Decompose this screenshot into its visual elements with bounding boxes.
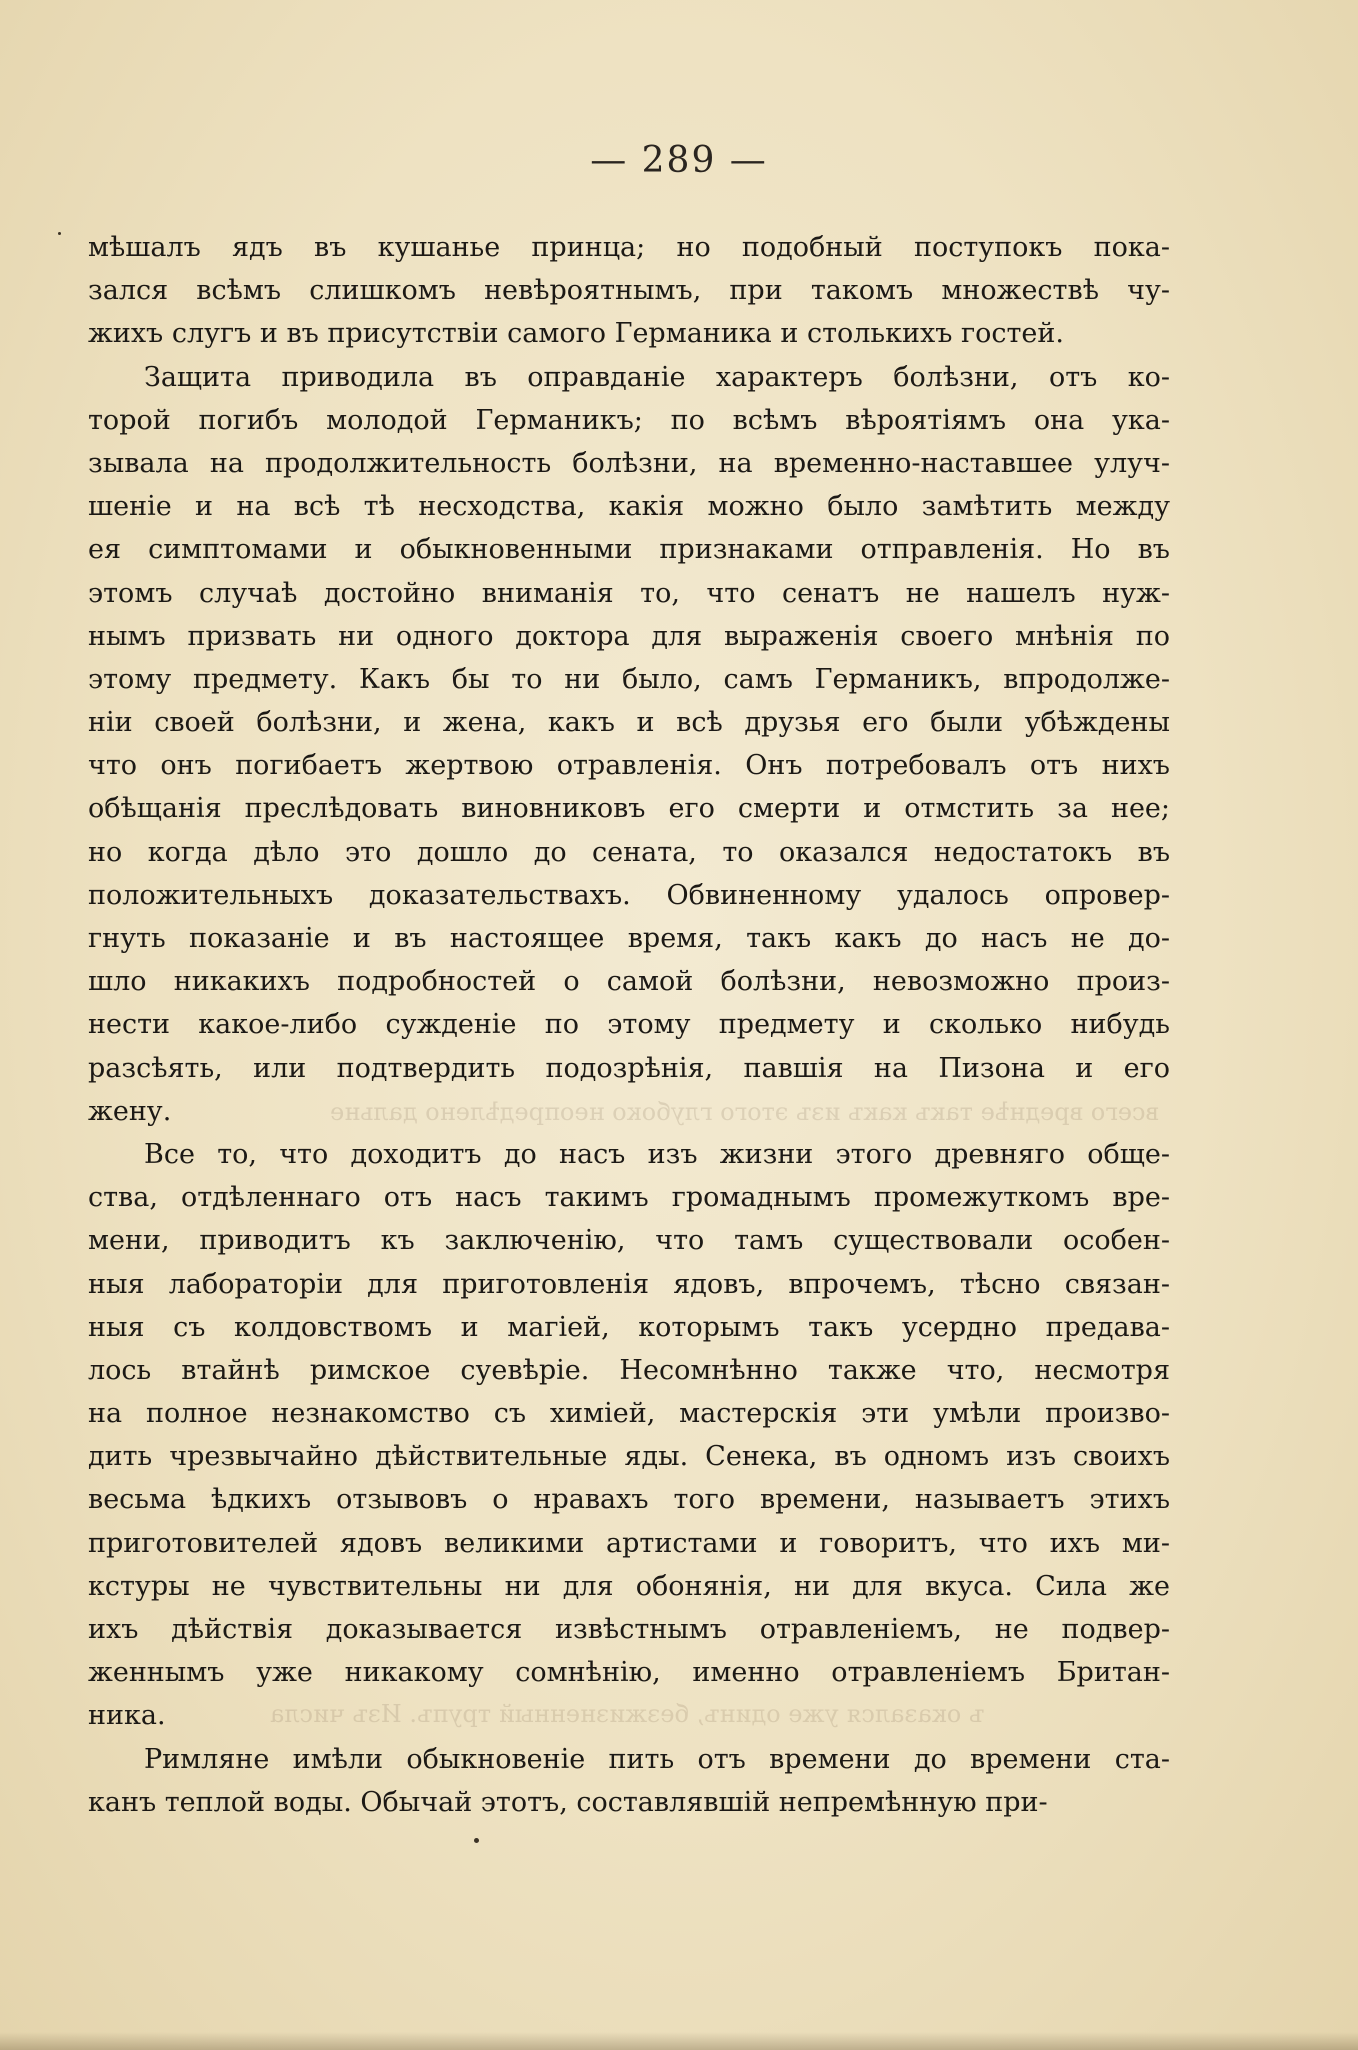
text-line: ства, отдѣленнаго отъ насъ такимъ громаднымъ промежуткомъ вре- bbox=[88, 1182, 1170, 1214]
text-line: мѣшалъ ядъ въ кушанье принца; но подобный поступокъ пока- bbox=[88, 232, 1170, 263]
show-through-text: ъ оказался уже одинъ, безжизненный трупъ. Изъ числа bbox=[270, 1700, 985, 1728]
text-line: на полное незнакомство съ химіей, мастерскія эти умѣли произво- bbox=[88, 1398, 1170, 1430]
text-line: зывала на продолжительность болѣзни, на временно-наставшее улуч- bbox=[88, 447, 1170, 479]
text-line: обѣщанія преслѣдовать виновниковъ его смерти и отмстить за нее; bbox=[88, 793, 1170, 825]
text-line: женнымъ уже никакому сомнѣнію, именно отравленіемъ Британ- bbox=[88, 1657, 1170, 1689]
text-line: торой погибъ молодой Германикъ; по всѣмъ вѣроятіямъ она ука- bbox=[88, 404, 1170, 436]
text-line: нымъ призвать ни одного доктора для выраженія своего мнѣнія по bbox=[88, 620, 1170, 652]
text-line: жихъ слугъ и въ присутствіи самого Германика и столькихъ гостей. bbox=[88, 318, 1064, 350]
ink-speck bbox=[474, 1838, 479, 1843]
text-line: ихъ дѣйствія доказывается извѣстнымъ отравленіемъ, не подвер- bbox=[88, 1614, 1170, 1645]
text-line: ныя лабораторіи для приготовленія ядовъ, впрочемъ, тѣсно связан- bbox=[88, 1268, 1170, 1300]
text-line: канъ теплой воды. Обычай этотъ, составлявшій непремѣнную при- bbox=[88, 1786, 1048, 1818]
show-through-text: всего вреднѣе такъ какъ изъ этого глубоко неопредѣлено дальне bbox=[330, 1098, 1159, 1126]
text-line: положительныхъ доказательствахъ. Обвиненному удалось опровер- bbox=[88, 879, 1170, 911]
text-line: ника. bbox=[88, 1700, 166, 1732]
text-line: но когда дѣло это дошло до сената, то оказался недостатокъ въ bbox=[88, 836, 1170, 868]
text-line: нести какое-либо сужденіе по этому предмету и сколько нибудь bbox=[88, 1009, 1170, 1041]
text-line: гнуть показаніе и въ настоящее время, такъ какъ до насъ не до- bbox=[88, 923, 1170, 954]
text-line: разсѣять, или подтвердить подозрѣнія, павшія на Пизона и его bbox=[88, 1052, 1170, 1084]
text-line: ніи своей болѣзни, и жена, какъ и всѣ друзья его были убѣждены bbox=[88, 707, 1170, 739]
text-line: шеніе и на всѣ тѣ несходства, какія можно было замѣтить между bbox=[88, 491, 1170, 523]
text-line: шло никакихъ подробностей о самой болѣзни, невозможно произ- bbox=[88, 966, 1170, 998]
page-number: — 289 — bbox=[590, 140, 768, 181]
text-line: ея симптомами и обыкновенными признаками отправленія. Но въ bbox=[88, 534, 1170, 566]
text-line: кстуры не чувствительны ни для обонянія, ни для вкуса. Сила же bbox=[88, 1570, 1170, 1602]
page-body-text bbox=[88, 226, 1170, 1824]
text-line: приготовителей ядовъ великими артистами и говоритъ, что ихъ ми- bbox=[88, 1527, 1170, 1559]
text-line: мени, приводитъ къ заключенію, что тамъ существовали особен- bbox=[88, 1225, 1170, 1257]
text-line: лось втайнѣ римское суевѣріе. Несомнѣнно также что, несмотря bbox=[88, 1354, 1170, 1386]
text-line: что онъ погибаетъ жертвою отравленія. Онъ потребовалъ отъ нихъ bbox=[88, 750, 1170, 782]
text-line: жену. bbox=[88, 1095, 172, 1127]
text-line: Римляне имѣли обыкновеніе пить отъ времени до времени ста- bbox=[144, 1743, 1170, 1775]
text-line: этомъ случаѣ достойно вниманія то, что сенатъ не нашелъ нуж- bbox=[88, 577, 1170, 609]
text-line: дить чрезвычайно дѣйствительные яды. Сенека, въ одномъ изъ своихъ bbox=[88, 1441, 1170, 1473]
text-line: Все то, что доходитъ до насъ изъ жизни этого древняго обще- bbox=[144, 1138, 1170, 1170]
text-line: этому предмету. Какъ бы то ни было, самъ Германикъ, впродолже- bbox=[88, 663, 1170, 695]
text-line: весьма ѣдкихъ отзывовъ о нравахъ того времени, называетъ этихъ bbox=[88, 1484, 1170, 1516]
text-line: ныя съ колдовствомъ и магіей, которымъ такъ усердно предава- bbox=[88, 1311, 1170, 1343]
text-line: зался всѣмъ слишкомъ невѣроятнымъ, при такомъ множествѣ чу- bbox=[88, 275, 1170, 307]
text-line: Защита приводила въ оправданіе характеръ болѣзни, отъ ко- bbox=[144, 361, 1170, 393]
ink-speck bbox=[58, 232, 61, 235]
